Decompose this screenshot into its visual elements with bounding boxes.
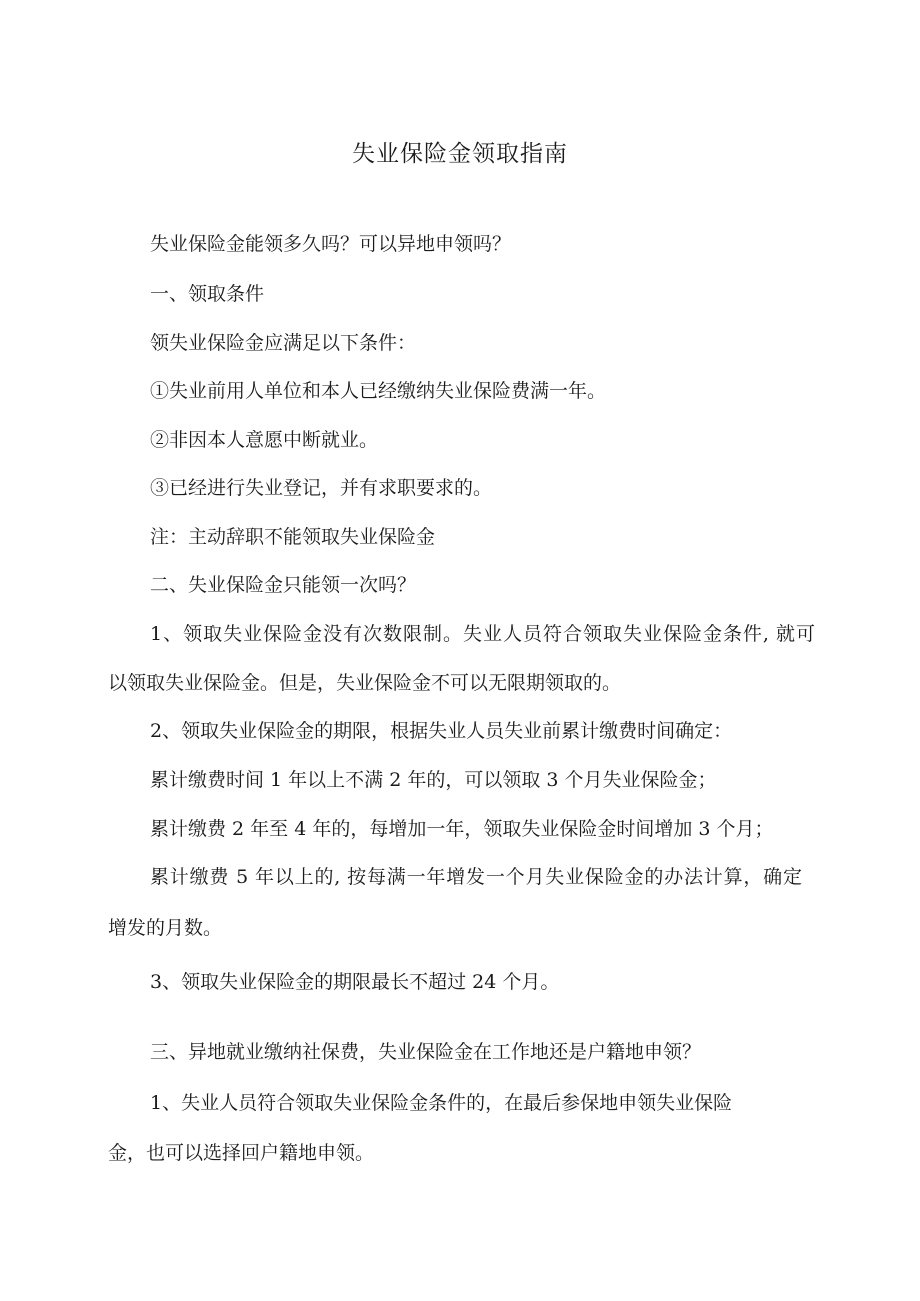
duration-rule-2: 累计缴费 2 年至 4 年的，每增加一年，领取失业保险金时间增加 3 个月； xyxy=(150,818,774,840)
intro-question: 失业保险金能领多久吗？可以异地申领吗？ xyxy=(150,233,512,255)
duration-rule-1: 累计缴费时间 1 年以上不满 2 年的，可以领取 3 个月失业保险金； xyxy=(150,769,717,791)
section1-note: 注：主动辞职不能领取失业保险金 xyxy=(150,526,436,548)
page-title: 失业保险金领取指南 xyxy=(352,141,568,167)
condition-item-2: ②非因本人意愿中断就业。 xyxy=(150,429,379,451)
section3-paragraph1-line2: 金，也可以选择回户籍地申领。 xyxy=(108,1142,375,1164)
section1-heading: 一、领取条件 xyxy=(150,283,265,305)
section2-heading: 二、失业保险金只能领一次吗？ xyxy=(150,574,417,596)
section2-paragraph1-line2: 以领取失业保险金。但是，失业保险金不可以无限期领取的。 xyxy=(108,672,622,694)
duration-rule-3-line2: 增发的月数。 xyxy=(108,917,223,939)
section2-paragraph2: 2、领取失业保险金的期限，根据失业人员失业前累计缴费时间确定： xyxy=(150,720,733,742)
condition-item-3: ③已经进行失业登记，并有求职要求的。 xyxy=(150,477,493,499)
condition-item-1: ①失业前用人单位和本人已经缴纳失业保险费满一年。 xyxy=(150,380,607,402)
section1-lead: 领失业保险金应满足以下条件： xyxy=(150,332,417,354)
section2-paragraph3: 3、领取失业保险金的期限最长不超过 24 个月。 xyxy=(150,971,560,993)
section3-paragraph1-line1: 1、失业人员符合领取失业保险金条件的，在最后参保地申领失业保险 xyxy=(150,1092,733,1114)
section2-paragraph1-line1: 1、领取失业保险金没有次数限制。失业人员符合领取失业保险金条件, 就可 xyxy=(150,623,815,645)
duration-rule-3-line1: 累计缴费 5 年以上的, 按每满一年增发一个月失业保险金的办法计算，确定 xyxy=(150,866,802,888)
section3-heading: 三、异地就业缴纳社保费，失业保险金在工作地还是户籍地申领？ xyxy=(150,1041,702,1063)
